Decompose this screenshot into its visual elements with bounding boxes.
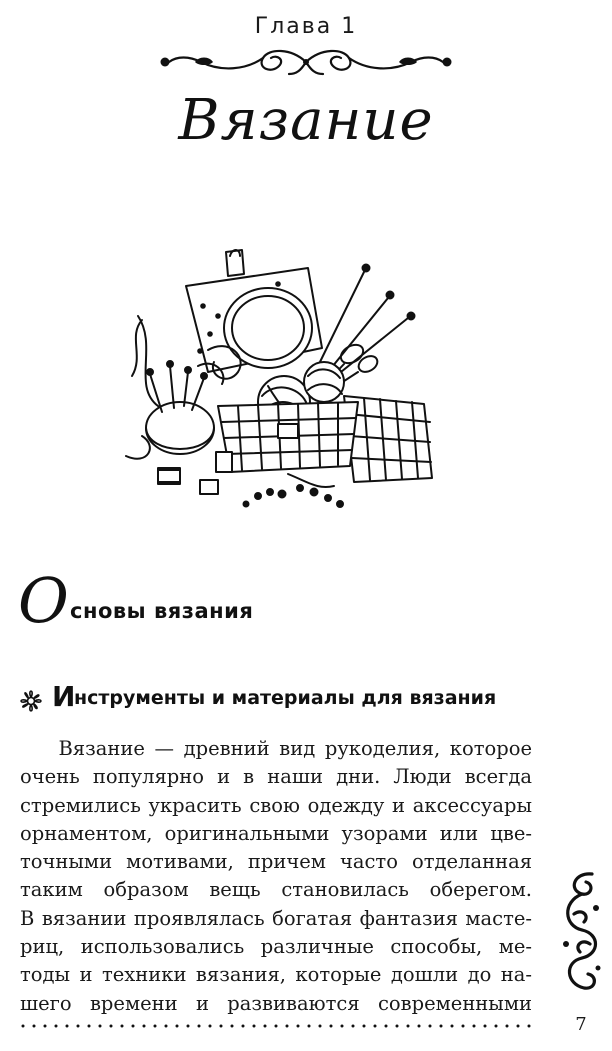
dotted-rule [20,1021,540,1031]
body-paragraph [20,735,532,1018]
knitting-basket-illustration [118,246,442,514]
body-line: Вязание — древний вид рукоделия, которое [20,737,532,760]
flourish-divider-icon [151,44,461,80]
body-line: тоды и техники вязания, которые дошли до на- [20,963,532,987]
subsection-heading [16,680,576,718]
subsection-drop-cap: И [52,680,76,713]
page-number: 7 [575,1014,587,1035]
chapter-title: Вязание [178,88,434,153]
body-line: риц, использовались различные способы, ме- [20,935,532,959]
section-heading [16,564,576,638]
section-heading-text: сновы вязания [70,599,254,623]
flower-icon [16,686,46,716]
body-line: стремились украсить свою одежду и аксессуары [20,793,532,817]
subsection-heading-text: нструменты и материалы для вязания [74,687,497,709]
body-line: орнаментом, оригинальными узорами или цве- [20,821,532,845]
body-line: таким образом вещь становилась оберегом. [20,878,532,902]
side-ornament-icon [552,868,608,994]
body-line: очень популярно и в наши дни. Люди всегда [20,765,532,789]
section-drop-cap: О [18,564,69,637]
body-line: В вязании проявлялась богатая фантазия масте- [20,906,532,930]
body-line: точными мотивами, причем часто отделанная [20,850,532,874]
chapter-label: Глава 1 [254,14,358,39]
body-line: шего времени и развиваются современными [20,991,532,1015]
